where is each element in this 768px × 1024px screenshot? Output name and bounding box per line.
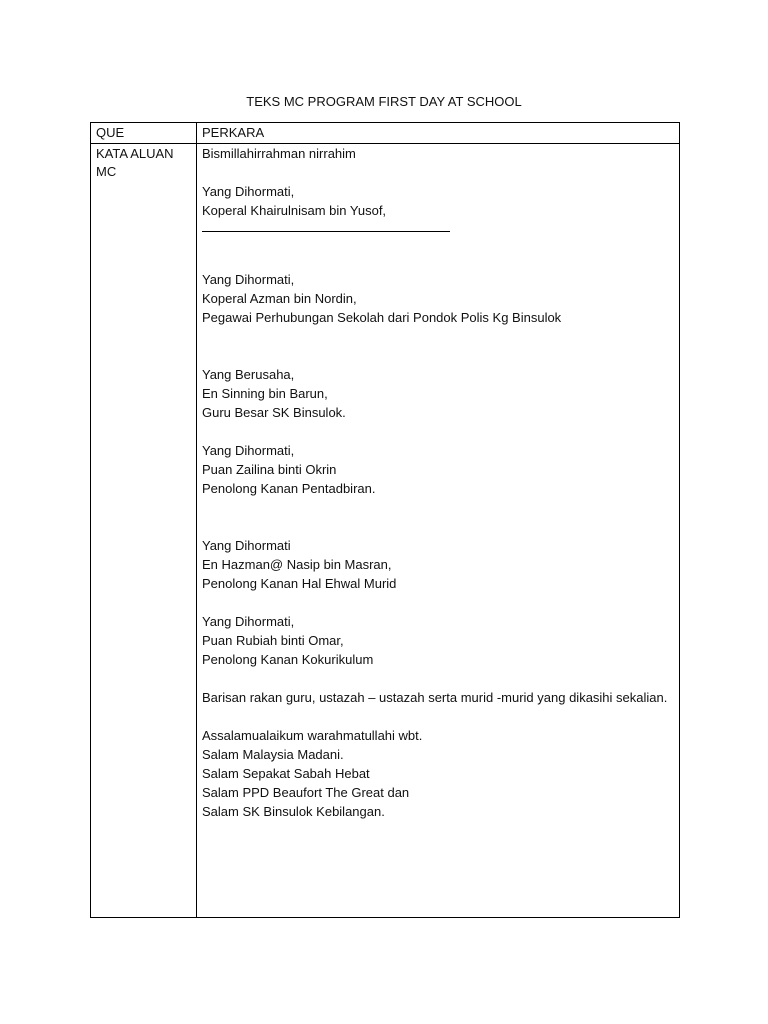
greeting-line: Yang Dihormati, — [202, 184, 295, 199]
greeting-line: Yang Dihormati — [202, 538, 291, 553]
que-cell: KATA ALUAN MC — [96, 146, 174, 179]
greeting-line: Yang Dihormati, — [202, 443, 295, 458]
page-title: TEKS MC PROGRAM FIRST DAY AT SCHOOL — [246, 94, 522, 109]
mc-script-table — [90, 122, 680, 918]
guest-role-line: Pegawai Perhubungan Sekolah dari Pondok Polis Kg Binsulok — [202, 310, 562, 325]
greeting-line: Yang Dihormati, — [202, 614, 295, 629]
header-perkara: PERKARA — [202, 125, 265, 140]
opening-line: Bismillahirrahman nirrahim — [202, 146, 356, 161]
guest-role-line: Penolong Kanan Pentadbiran. — [202, 481, 376, 496]
greeting-line: Yang Berusaha, — [202, 367, 295, 382]
guest-role-line: Guru Besar SK Binsulok. — [202, 405, 346, 420]
guest-name-line: Puan Zailina binti Okrin — [202, 462, 337, 477]
guest-role-line: Penolong Kanan Hal Ehwal Murid — [202, 576, 397, 591]
table-header-row — [91, 123, 679, 144]
column-divider — [196, 123, 197, 917]
salam-line: Salam SK Binsulok Kebilangan. — [202, 804, 385, 819]
salam-line: Salam Malaysia Madani. — [202, 747, 344, 762]
audience-greeting: Barisan rakan guru, ustazah – ustazah serta murid -murid yang dikasihi sekalian. — [202, 690, 668, 705]
greeting-line: Yang Dihormati, — [202, 272, 295, 287]
guest-role-line: Penolong Kanan Kokurikulum — [202, 652, 374, 667]
guest-name-line: Koperal Azman bin Nordin, — [202, 291, 357, 306]
guest-name-line: Puan Rubiah binti Omar, — [202, 633, 344, 648]
guest-name-line: En Sinning bin Barun, — [202, 386, 328, 401]
guest-name-line: En Hazman@ Nasip bin Masran, — [202, 557, 392, 572]
perkara-cell — [202, 144, 672, 821]
salam-line: Salam PPD Beaufort The Great dan — [202, 785, 410, 800]
guest-name-line: Koperal Khairulnisam bin Yusof, — [202, 203, 387, 218]
salam-line: Salam Sepakat Sabah Hebat — [202, 766, 370, 781]
salam-line: Assalamualaikum warahmatullahi wbt. — [202, 728, 423, 743]
header-que: QUE — [96, 125, 125, 140]
